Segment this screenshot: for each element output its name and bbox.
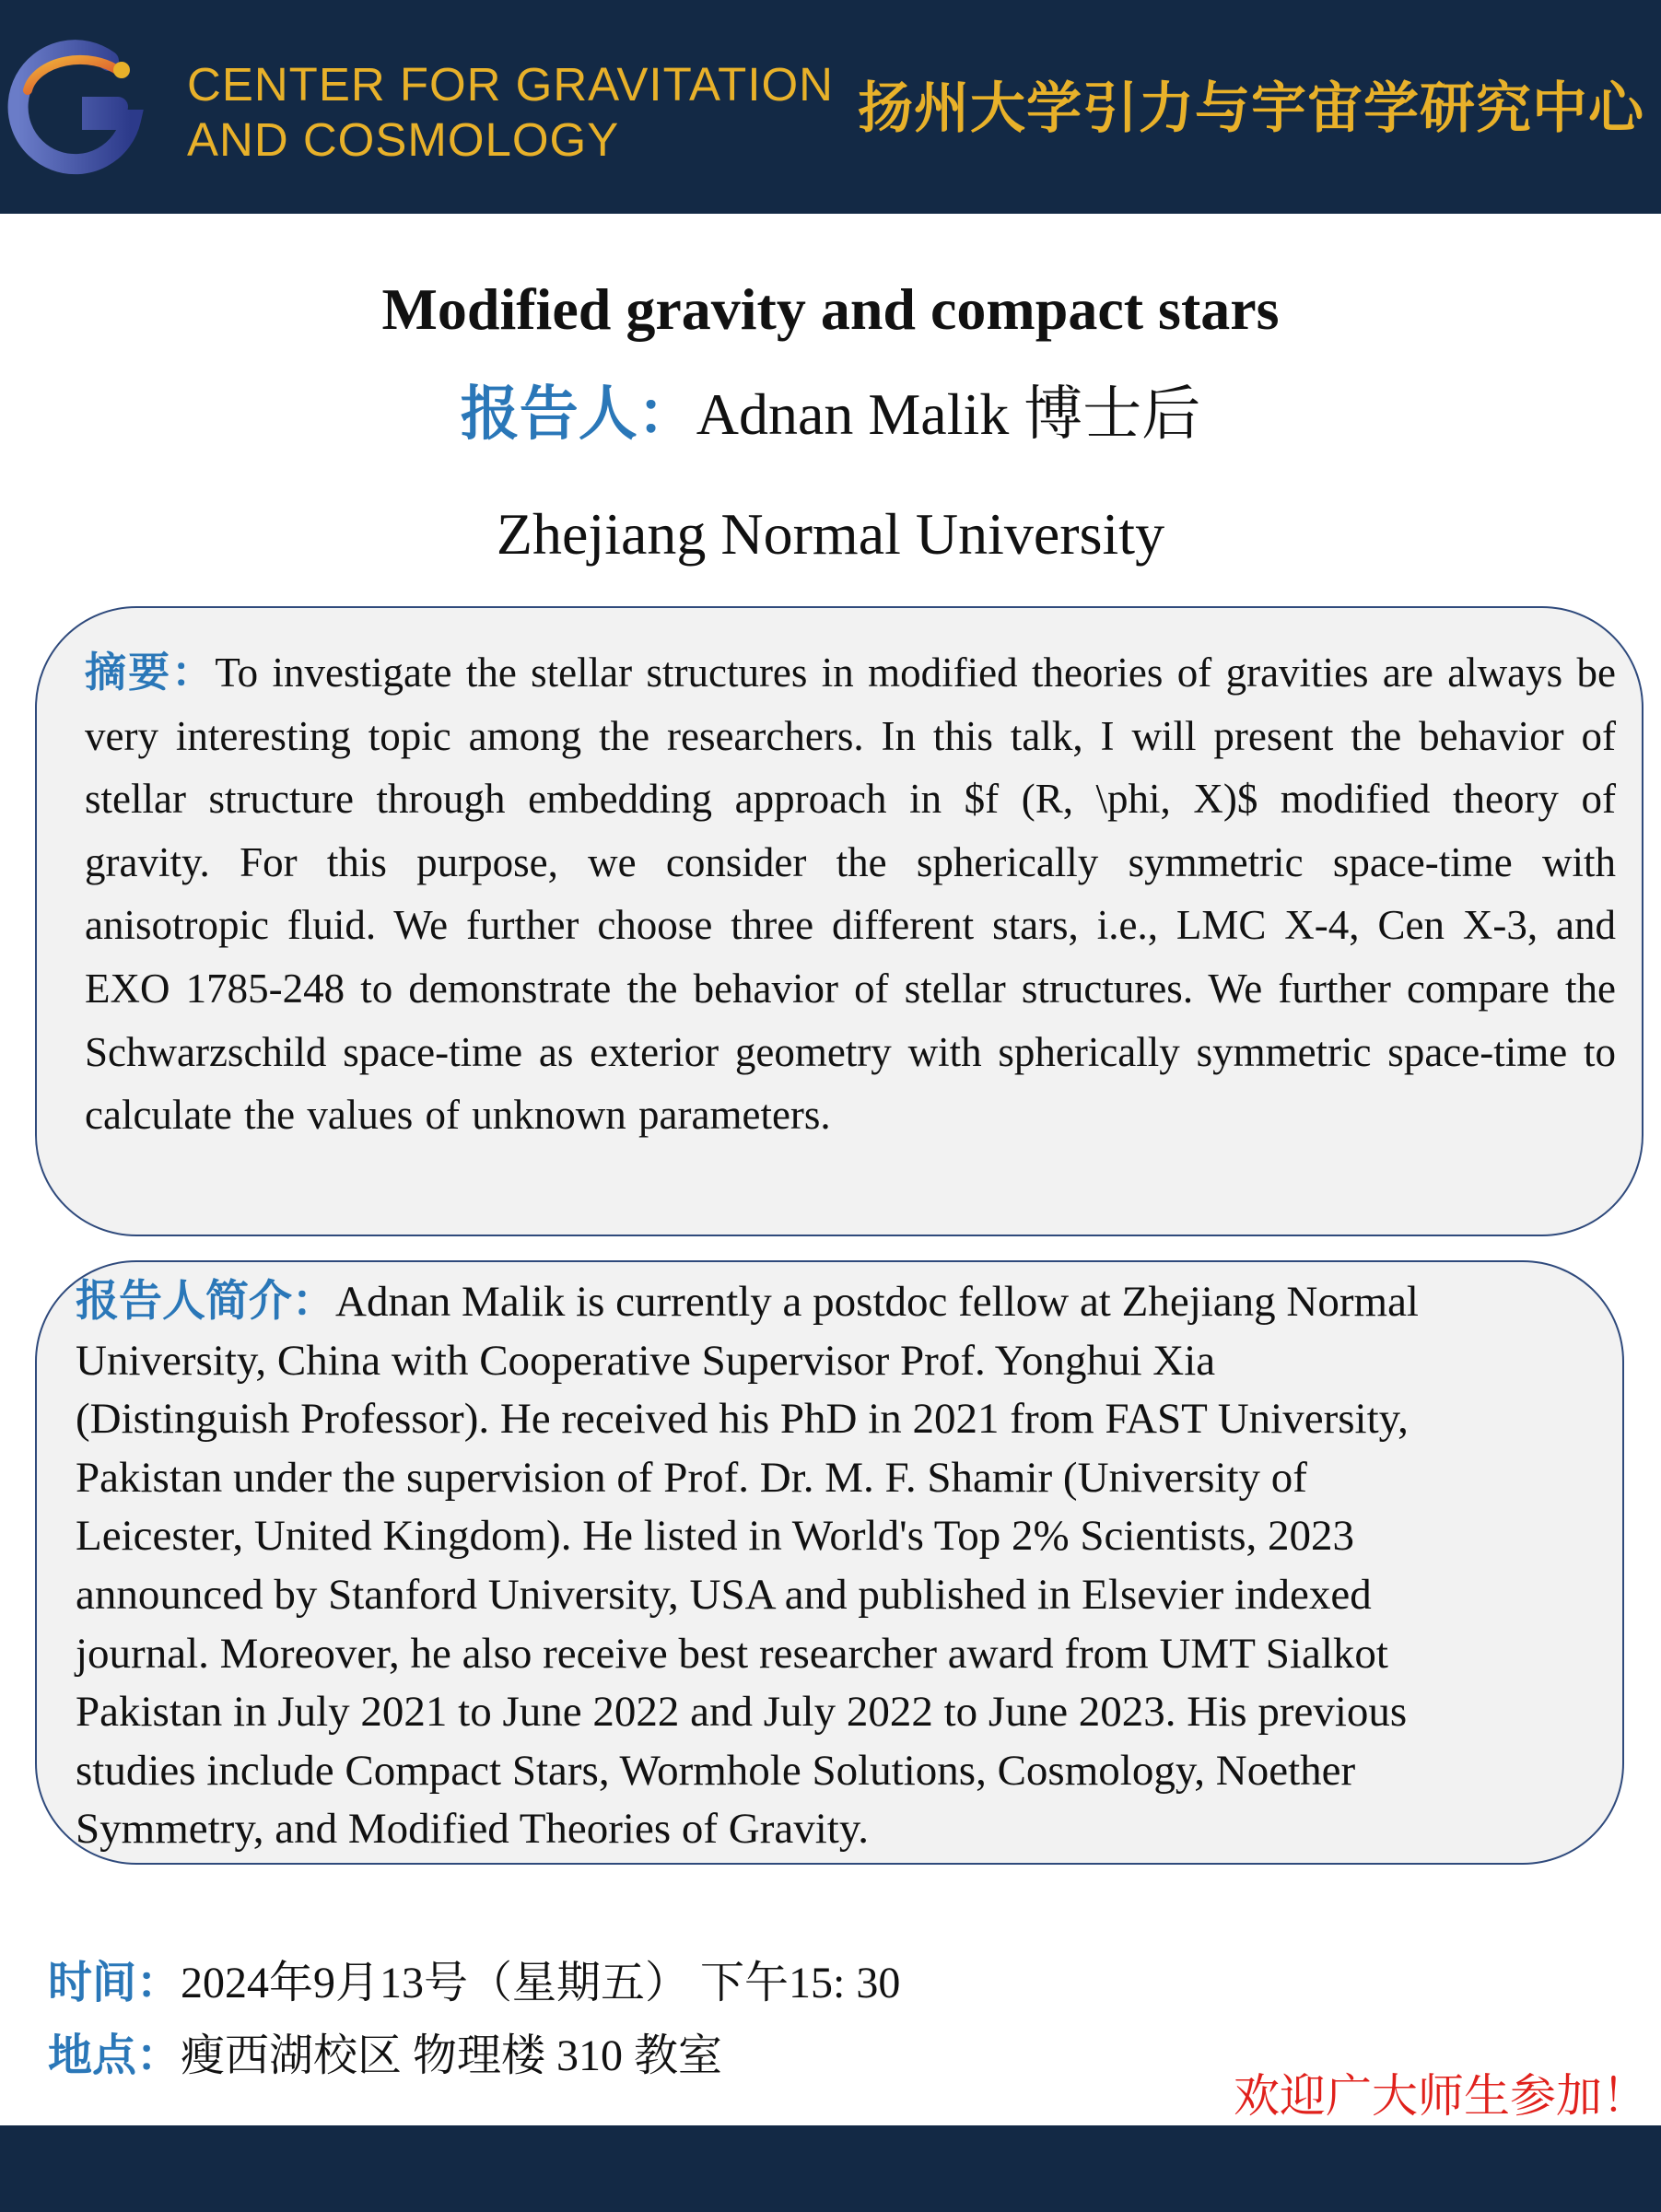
bio-paragraph [76, 1273, 1604, 1859]
bio-line: Leicester, United Kingdom). He listed in World's Top 2% Scientists, 2023 [76, 1512, 1355, 1561]
bio-line: University, China with Cooperative Supervisor Prof. Yonghui Xia [76, 1336, 1216, 1385]
speaker-label: 报告人： [460, 381, 696, 447]
bio-line: Pakistan in July 2021 to June 2022 and July 2022 to June 2023. His previous [76, 1688, 1408, 1737]
center-name-line2: AND COSMOLOGY [187, 113, 620, 166]
center-name-line1: CENTER FOR GRAVITATION [187, 58, 835, 111]
footer-bar [0, 2125, 1661, 2212]
time-value: 2024年9月13号（星期五） 下午15: 30 [181, 1959, 901, 2007]
place-label: 地点： [48, 2031, 181, 2080]
talk-time [48, 1956, 900, 2011]
abstract-label: 摘要： [85, 650, 216, 696]
place-value: 瘦西湖校区 物理楼 310 教室 [181, 2031, 723, 2080]
bio-line: (Distinguish Professor). He received his PhD in 2021 from FAST University, [76, 1395, 1409, 1444]
abstract-box [35, 606, 1643, 1236]
bio-line: Pakistan under the supervision of Prof. Dr. M. F. Shamir (University of [76, 1453, 1307, 1502]
bio-line-text: Adnan Malik is currently a postdoc fellow at Zhejiang Normal [335, 1278, 1419, 1326]
header-banner [0, 0, 1661, 214]
talk-title: Modified gravity and compact stars [381, 276, 1280, 342]
bio-line: announced by Stanford University, USA and published in Elsevier indexed [76, 1570, 1372, 1619]
center-logo-icon [0, 35, 147, 182]
bio-box [35, 1260, 1624, 1865]
bio-line: studies include Compact Stars, Wormhole Solutions, Cosmology, Noether [76, 1746, 1356, 1795]
bio-line [76, 1273, 1604, 1332]
bio-line: Symmetry, and Modified Theories of Gravity. [76, 1805, 870, 1854]
center-name-cn: 扬州大学引力与宇宙学研究中心 [858, 76, 1644, 141]
welcome-message: 欢迎广大师生参加！ [1234, 2069, 1648, 2123]
bio-line: journal. Moreover, he also receive best researcher award from UMT Sialkot [76, 1629, 1388, 1678]
abstract-text: To investigate the stellar structures in modified theories of gravities are always be very interesting topic among the researchers. In this talk, I will present the behavior of stellar structure through embedding approach in $f (R, \phi, X)$ modified theory of gravity. For this purpose, we consider the spherically symmetric space-time with anisotropic fluid. We further choose three different stars, i.e., LMC X-4, Cen X-3, and EXO 1785-248 to demonstrate the behavior of stellar structures. We further compare the Schwarzschild space-time as exterior geometry with spherically symmetric space-time to calculate the values of unknown parameters. [85, 650, 1616, 1139]
speaker-line [0, 378, 1661, 451]
time-label: 时间： [48, 1959, 181, 2007]
bio-label: 报告人简介： [76, 1278, 335, 1326]
speaker-affiliation: Zhejiang Normal University [496, 501, 1165, 567]
center-name-en [187, 57, 834, 168]
talk-place [48, 2029, 722, 2084]
abstract-paragraph [85, 641, 1616, 1147]
speaker-name: Adnan Malik 博士后 [696, 381, 1201, 447]
